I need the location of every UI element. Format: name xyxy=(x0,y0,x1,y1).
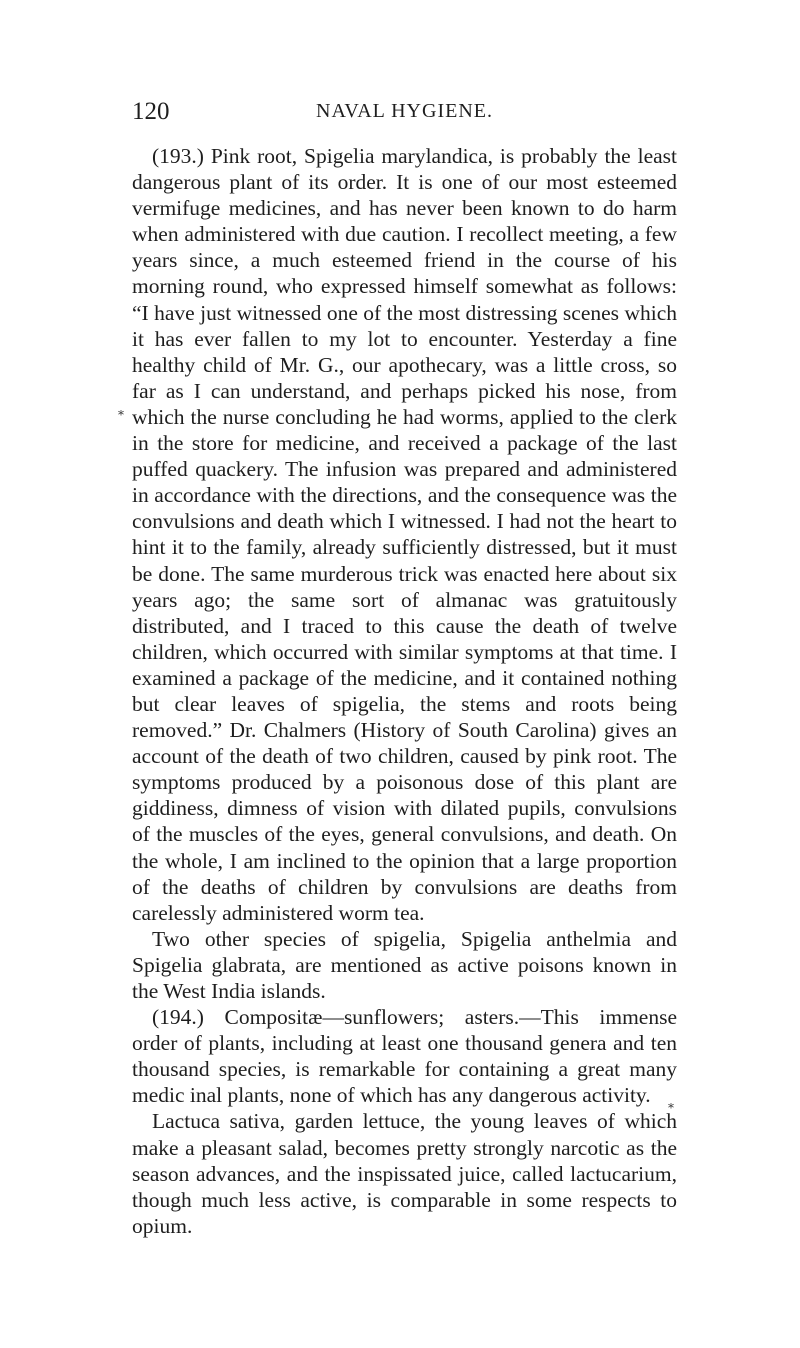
paragraph-spigelia-species: Two other species of spigelia, Spigelia anthelmia and Spigelia glabrata, are mentioned as active poisons known in the West India islands. xyxy=(132,926,677,1003)
paragraph-194: (194.) Compositæ—sunflowers; asters.—This immense order of plants, including at least one thousand genera and ten thousand species, is remarkable for containing a great many medic inal plants, none of which has any dangerous activity. xyxy=(132,1005,677,1108)
paragraph-lactuca: Lactuca sativa, garden lettuce, the young leaves of which make a pleasant salad, becomes pretty strongly narcotic as the season advances, and the inspissated juice, called lactucarium, though much less active, is comparable in some respects to opium. xyxy=(132,1109,677,1238)
margin-mark: ⁎ xyxy=(668,1097,674,1111)
page-number: 120 xyxy=(132,98,170,125)
margin-mark: ⁎ xyxy=(118,404,124,418)
paragraph-193: (193.) Pink root, Spigelia marylandica, is probably the least dangerous plant of its order. It is one of our most esteemed vermifuge medicines, and has never been known to do harm when administered with due caution. I recollect meeting, a few years since, a much esteemed friend in the course of his morning round, who expressed himself somewhat as follows: “I have just witnessed one of the most distressing scenes which it has ever fallen to my lot to encounter. Yesterday a fine healthy child of Mr. G., our apothecary, was a little cross, so far as I can understand, and perhaps picked his nose, from which the nurse concluding he had worms, applied to the clerk in the store for medicine, and received a package of the last puffed quackery. The infusion was prepared and administered in accordance with the directions, and the consequence was the convulsions and death which I witnessed. I had not the heart to hint it to the family, already sufficiently distressed, but it must be done. The same murderous trick was enacted here about six years ago; the same sort of almanac was gratuitously distributed, and I traced to this cause the death of twelve children, which occurred with similar symptoms at that time. I examined a package of the medicine, and it contained nothing but clear leaves of spigelia, the stems and roots being removed.” Dr. Chalmers (History of South Carolina) gives an account of the death of two children, caused by pink root. The symptoms produced by a poisonous dose of this plant are giddiness, dimness of vision with dilated pupils, convulsions of the muscles of the eyes, general convulsions, and death. On the whole, I am inclined to the opinion that a large proportion of the deaths of children by convulsions are deaths from carelessly administered worm tea. xyxy=(132,144,677,925)
body-text xyxy=(132,143,677,1239)
running-title: NAVAL HYGIENE. xyxy=(316,100,493,122)
page-header xyxy=(132,98,677,126)
